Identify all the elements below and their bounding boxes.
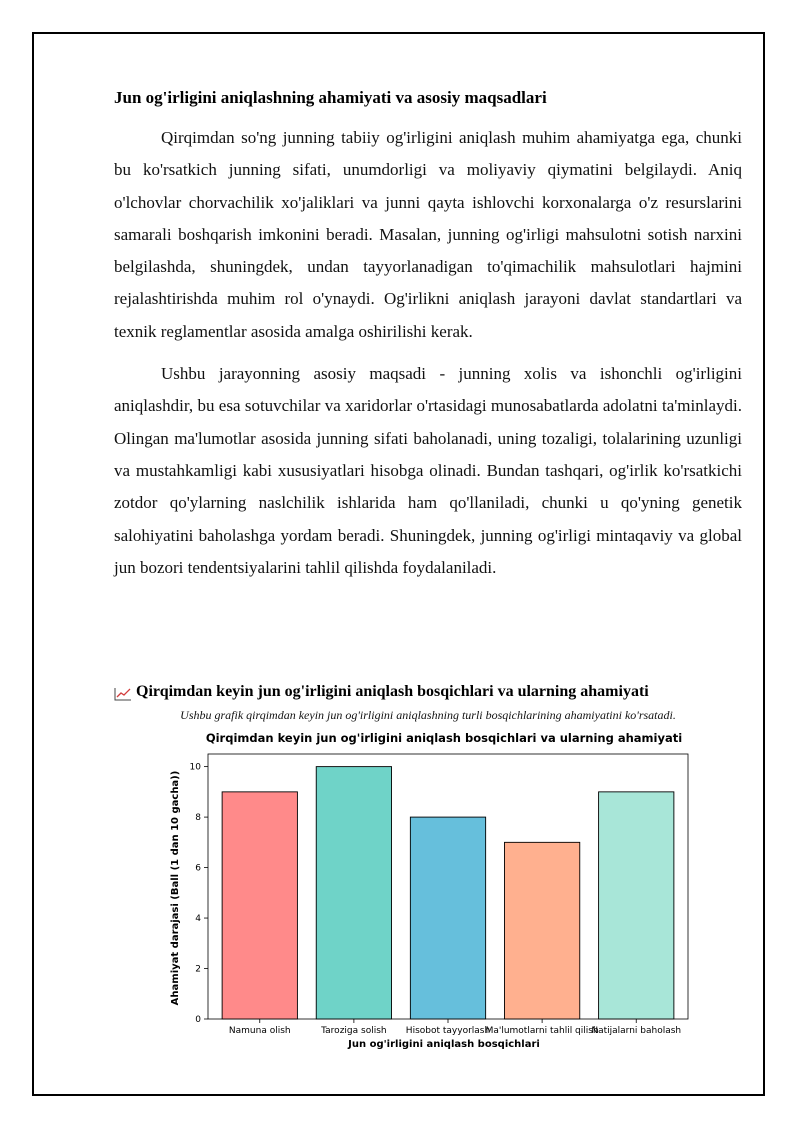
bar-chart bbox=[160, 726, 700, 1056]
figure-header bbox=[114, 666, 742, 724]
paragraph-2: Ushbu jarayonning asosiy maqsadi - junning xolis va ishonchli og'irligini aniqlashdir, bu esa sotuvchilar va xaridorlar o'rtasidagi munosabatlarda adolatni ta'minlaydi. Olingan ma'lumotlar asosida junning sifati baholanadi, uning tozaligi, tolalarining uzunligi va mustahkamligi kabi xususiyatlari hisobga olinadi. Bundan tashqari, og'irlik ko'rsatkichi zotdor qo'ylarning naslchilik ishlarida ham qo'llaniladi, chunki u qo'yning genetik salohiyatini baholashga yordam beradi. Shuningdek, junning og'irligi mintaqaviy va global jun bozori tendentsiyalarini tahlil qilishda foydalaniladi. bbox=[114, 364, 742, 577]
bar-0 bbox=[222, 792, 297, 1019]
figure-caption: Ushbu grafik qirqimdan keyin jun og'irligini aniqlashning turli bosqichlarining ahamiyatini ko'rsatadi. bbox=[180, 708, 676, 722]
document-body bbox=[114, 86, 742, 594]
figure-title-text: Qirqimdan keyin jun og'irligini aniqlash bosqichlari va ularning ahamiyati bbox=[136, 683, 649, 700]
bar-4 bbox=[599, 792, 674, 1019]
bar-chart-svg bbox=[160, 726, 700, 1056]
y-tick-label: 4 bbox=[195, 914, 201, 925]
x-tick-label: Hisobot tayyorlash bbox=[405, 1026, 491, 1036]
chart-title: Qirqimdan keyin jun og'irligini aniqlash bosqichlari va ularning ahamiyati bbox=[205, 731, 683, 745]
bar-2 bbox=[410, 817, 485, 1019]
chart-x-axis-label: Jun og'irligini aniqlash bosqichlari bbox=[348, 1039, 540, 1050]
y-tick-label: 10 bbox=[189, 762, 201, 773]
paragraph-1: Qirqimdan so'ng junning tabiiy og'irligini aniqlash muhim ahamiyatga ega, chunki bu ko'rsatkich junning sifati, unumdorligi va moliyaviy qiymatini belgilaydi. Aniq o'lchovlar chorvachilik xo'jaliklari va junni qayta ishlovchi korxonalarga o'z resurslarini samarali boshqarish imkonini beradi. Masalan, junning og'irligi mahsulotni sotish narxini belgilashda, shuningdek, undan tayyorlanadigan to'qimachilik mahsulotlari hajmini rejalashtirishda muhim rol o'ynaydi. Og'irlikni aniqlash jarayoni davlat standartlari va texnik reglamentlar asosida amalga oshirilishi kerak. bbox=[114, 128, 742, 341]
figure-title bbox=[114, 680, 742, 704]
x-tick-label: Namuna olish bbox=[228, 1026, 291, 1036]
x-tick-label: Natijalarni baholash bbox=[591, 1026, 682, 1036]
chart-y-axis-label: Ahamiyat darajasi (Ball (1 dan 10 gacha)) bbox=[170, 770, 181, 1006]
bar-1 bbox=[316, 767, 391, 1019]
bar-3 bbox=[504, 842, 579, 1019]
y-tick-label: 8 bbox=[195, 813, 201, 824]
y-tick-label: 6 bbox=[195, 863, 201, 874]
chart-increasing-icon bbox=[114, 685, 132, 699]
x-tick-label: Taroziga solish bbox=[321, 1026, 387, 1036]
x-tick-label: Ma'lumotlarni tahlil qilish bbox=[485, 1026, 599, 1036]
y-tick-label: 0 bbox=[195, 1015, 201, 1025]
y-tick-label: 2 bbox=[195, 964, 201, 975]
section-heading: Jun og'irligini aniqlashning ahamiyati va asosiy maqsadlari bbox=[114, 88, 547, 107]
